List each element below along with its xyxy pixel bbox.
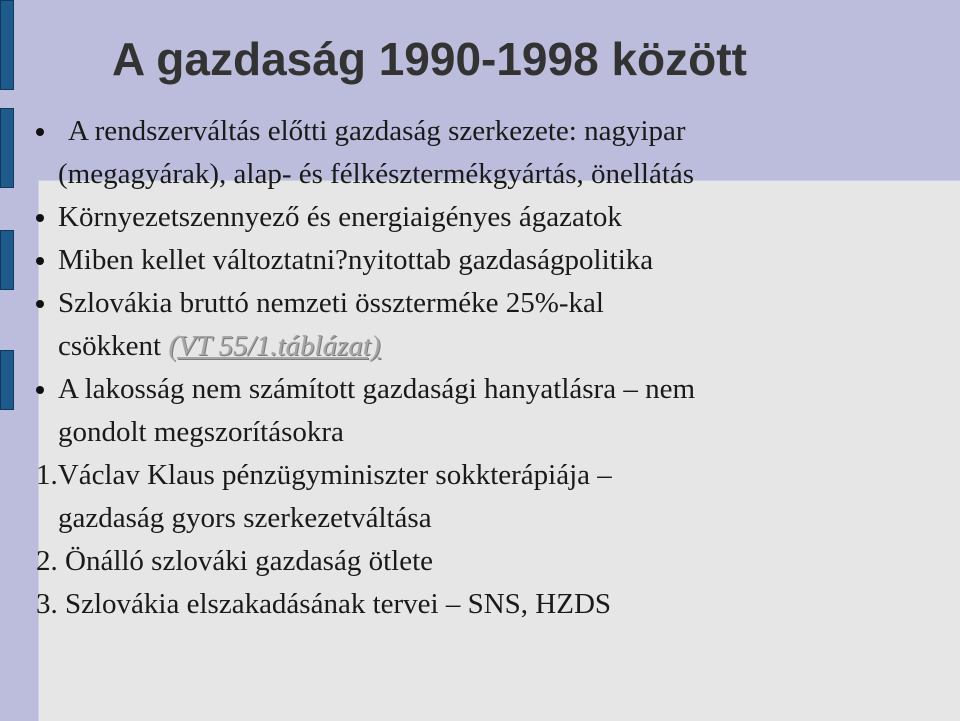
decorative-bar [0,230,14,290]
numbered-item [36,454,936,540]
bullet-text: Környezetszennyező és energiaigényes ágazatok [58,201,622,233]
bullet-text: (megagyárak), alap- és félkésztermékgyártás, önellátás [58,158,695,190]
numbered-text: Václav Klaus pénzügyminiszter sokkterápiája – [57,459,612,491]
numbered-text: 2. Önálló szlováki gazdaság ötlete [36,545,434,577]
slide-title: A gazdaság 1990-1998 között [112,33,747,85]
bullet-text: csökkent [58,330,169,362]
table-reference-link[interactable]: (VT 55/1.táblázat) [168,330,381,362]
bullet-item [36,368,936,454]
decorative-bar [0,0,14,90]
bullet-text: A lakosság nem számított gazdasági hanyatlásra – nem [58,373,696,405]
bullet-item [36,282,936,368]
numbered-text: 3. Szlovákia elszakadásának tervei – SNS, HZDS [36,588,612,620]
bullet-item [36,110,936,196]
bullet-text: gondolt megszorításokra [58,416,344,448]
item-number: 1. [36,459,58,491]
decorative-bar [0,350,14,410]
slide-content [36,110,936,626]
bullet-item [36,196,936,239]
bullet-text: A rendszerváltás előtti gazdaság szerkezete: nagyipar [68,115,686,147]
bullet-item [36,239,936,282]
numbered-item [36,583,936,626]
numbered-text: gazdaság gyors szerkezetváltása [58,502,432,534]
bullet-text: Miben kellet változtatni?nyitottab gazdaságpolitika [58,244,654,276]
bullet-text: Szlovákia bruttó nemzeti összterméke 25%-kal [58,287,604,319]
numbered-item [36,540,936,583]
decorative-bar [0,108,14,188]
